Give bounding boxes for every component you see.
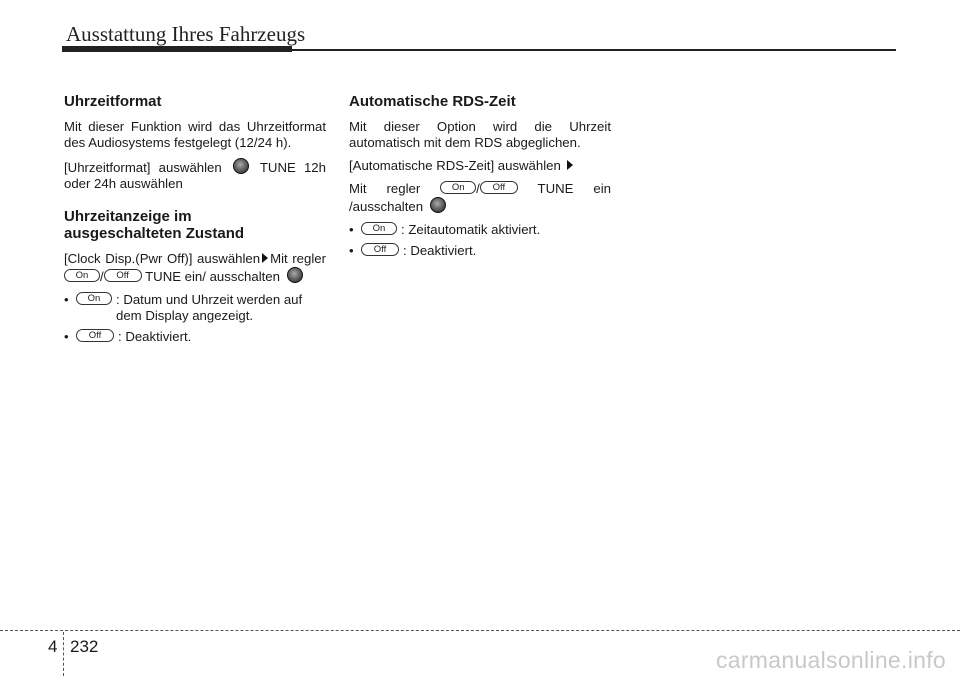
rds-time-description: Mit dieser Option wird die Uhrzeit automatisch mit dem RDS abgeglichen. xyxy=(349,119,611,150)
slash: / xyxy=(476,181,480,196)
on-button-icon: On xyxy=(64,269,100,282)
on-button-icon: On xyxy=(440,181,476,194)
clock-format-description: Mit dieser Funktion wird das Uhrzeitformat des Audiosystems festgelegt (12/24 h). xyxy=(64,119,326,150)
watermark: carmanualsonline.info xyxy=(715,647,946,673)
clock-display-instruction xyxy=(64,251,326,285)
clock-format-instruction-a: [Uhrzeitformat] auswählen xyxy=(64,160,222,175)
clock-format-instruction-b: TUNE 12h oder 24h auswählen xyxy=(64,160,326,191)
section-title-rds-time: Automatische RDS-Zeit xyxy=(349,93,516,110)
bullet: • xyxy=(349,222,354,237)
on-button-icon: On xyxy=(76,292,112,305)
tune-knob-icon xyxy=(287,267,303,283)
rds-toggle-b: TUNE ein /ausschalten xyxy=(349,181,611,214)
list-item xyxy=(64,329,326,345)
off-button-icon: Off xyxy=(104,269,142,282)
bullet-text: : Zeitautomatik aktiviert. xyxy=(401,222,541,237)
clock-display-instruction-b: Mit regler xyxy=(270,251,327,266)
section-title-clock-format: Uhrzeitformat xyxy=(64,93,162,110)
clock-format-instruction xyxy=(64,158,326,192)
chapter-number: 4 xyxy=(48,637,58,656)
footer-vertical-divider xyxy=(63,632,64,676)
off-button-icon: Off xyxy=(480,181,518,194)
rds-time-instruction xyxy=(349,158,611,174)
right-column xyxy=(349,93,611,264)
clock-display-title-line2: ausgeschalteten Zustand xyxy=(64,225,245,242)
rds-toggle-a: Mit regler xyxy=(349,181,421,196)
bullet: • xyxy=(349,243,354,258)
bullet-text: : Deaktiviert. xyxy=(118,329,192,344)
left-column xyxy=(64,93,326,350)
bullet: • xyxy=(64,329,69,344)
section-title-clock-display xyxy=(64,208,326,242)
clock-display-instruction-c: TUNE ein/ ausschalten xyxy=(145,269,280,284)
slash: / xyxy=(100,269,104,284)
footer-divider xyxy=(0,630,960,631)
tune-knob-icon xyxy=(233,158,249,174)
arrow-right-icon xyxy=(567,160,573,170)
page-header-title: Ausstattung Ihres Fahrzeugs xyxy=(66,22,306,46)
tune-knob-icon xyxy=(430,197,446,213)
rds-time-toggle-instruction xyxy=(349,181,611,215)
arrow-right-icon xyxy=(262,253,268,263)
bullet-text: : Datum und Uhrzeit werden auf dem Display angezeigt. xyxy=(116,292,303,323)
off-button-icon: Off xyxy=(76,329,114,342)
list-item xyxy=(349,243,611,259)
list-item xyxy=(64,292,326,324)
bullet-text: : Deaktiviert. xyxy=(403,243,477,258)
page-number: 232 xyxy=(70,637,99,656)
clock-display-title-line1: Uhrzeitanzeige im xyxy=(64,208,192,225)
clock-display-instruction-a: [Clock Disp.(Pwr Off)] auswählen xyxy=(64,251,261,266)
on-button-icon: On xyxy=(361,222,397,235)
bullet: • xyxy=(64,292,69,307)
rds-time-instruction-a: [Automatische RDS-Zeit] auswählen xyxy=(349,158,561,173)
off-button-icon: Off xyxy=(361,243,399,256)
list-item xyxy=(349,222,611,238)
header-rule xyxy=(62,49,896,51)
